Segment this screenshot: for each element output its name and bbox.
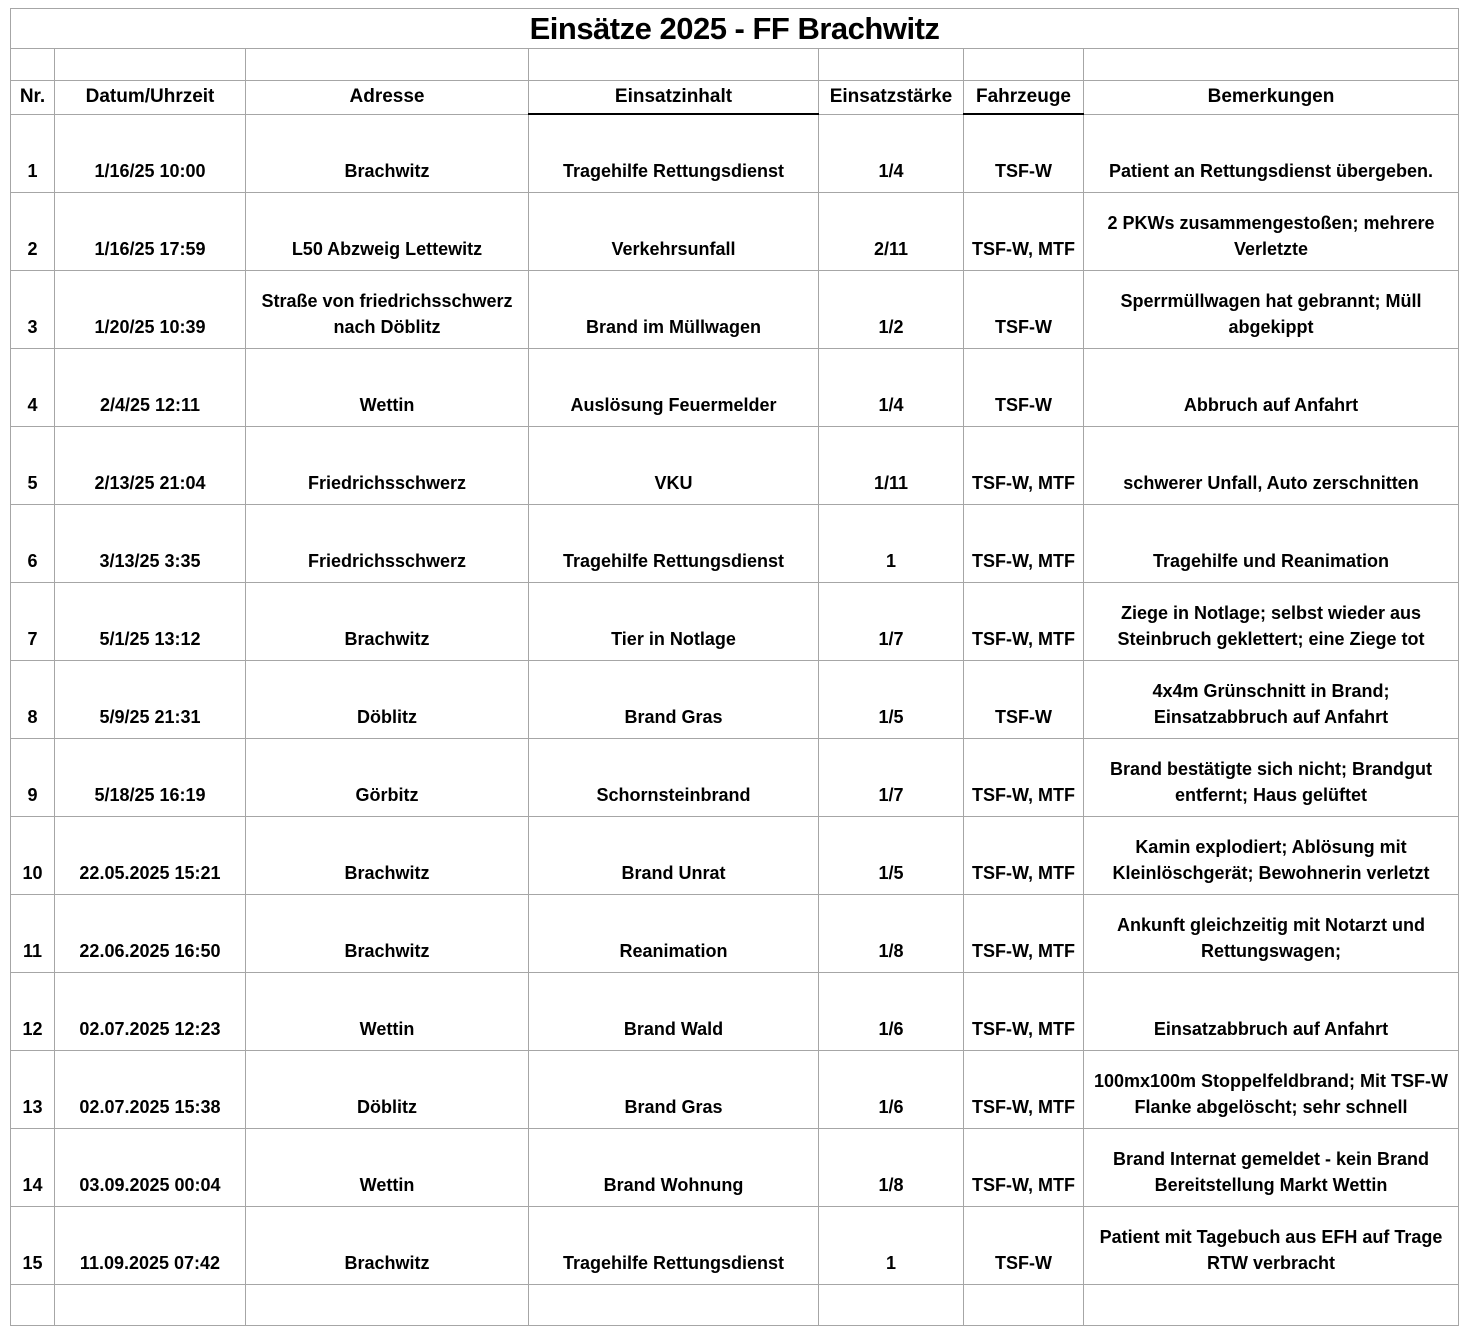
col-header-nr: Nr.: [11, 81, 55, 115]
cell-einsatzstaerke: 1/6: [819, 973, 964, 1051]
cell-adresse: Straße von friedrichsschwerz nach Döblitz: [246, 271, 529, 349]
cell-einsatzstaerke: 1/4: [819, 349, 964, 427]
cell-nr: 1: [11, 114, 55, 193]
col-header-einsatzinhalt: Einsatzinhalt: [529, 81, 819, 115]
table-row: [11, 973, 1459, 1051]
cell-einsatzstaerke: 1/4: [819, 114, 964, 193]
cell-fahrzeuge: TSF-W, MTF: [964, 1129, 1084, 1207]
cell-nr: 13: [11, 1051, 55, 1129]
cell-adresse: Brachwitz: [246, 895, 529, 973]
cell-bemerkung: Ankunft gleichzeitig mit Notarzt und Rettungswagen;: [1084, 895, 1459, 973]
cell-datum: 22.06.2025 16:50: [55, 895, 246, 973]
spacer-row: [11, 49, 1459, 81]
cell-datum: 11.09.2025 07:42: [55, 1207, 246, 1285]
table-row: [11, 1129, 1459, 1207]
cell-einsatzinhalt: Tier in Notlage: [529, 583, 819, 661]
empty-cell: [819, 1285, 964, 1326]
table-row: [11, 1051, 1459, 1129]
cell-einsatzinhalt: Tragehilfe Rettungsdienst: [529, 114, 819, 193]
page-title: Einsätze 2025 - FF Brachwitz: [11, 9, 1459, 49]
header-row: [11, 81, 1459, 115]
empty-cell: [246, 1285, 529, 1326]
cell-einsatzstaerke: 1/2: [819, 271, 964, 349]
cell-einsatzinhalt: Schornsteinbrand: [529, 739, 819, 817]
table-row: [11, 193, 1459, 271]
col-header-bemerkungen: Bemerkungen: [1084, 81, 1459, 115]
cell-einsatzinhalt: Tragehilfe Rettungsdienst: [529, 1207, 819, 1285]
cell-adresse: Brachwitz: [246, 583, 529, 661]
cell-bemerkung: 100mx100m Stoppelfeldbrand; Mit TSF-W Flanke abgelöscht; sehr schnell: [1084, 1051, 1459, 1129]
col-header-einsatzstaerke: Einsatzstärke: [819, 81, 964, 115]
cell-datum: 03.09.2025 00:04: [55, 1129, 246, 1207]
cell-einsatzstaerke: 1/8: [819, 1129, 964, 1207]
table-row: [11, 895, 1459, 973]
cell-bemerkung: Einsatzabbruch auf Anfahrt: [1084, 973, 1459, 1051]
cell-einsatzstaerke: 1: [819, 505, 964, 583]
spreadsheet: [10, 8, 1458, 1326]
cell-einsatzinhalt: Reanimation: [529, 895, 819, 973]
cell-nr: 3: [11, 271, 55, 349]
cell-nr: 9: [11, 739, 55, 817]
empty-cell: [55, 49, 246, 81]
cell-adresse: Döblitz: [246, 1051, 529, 1129]
title-row: [11, 9, 1459, 49]
cell-bemerkung: Sperrmüllwagen hat gebrannt; Müll abgekippt: [1084, 271, 1459, 349]
cell-nr: 12: [11, 973, 55, 1051]
cell-adresse: Döblitz: [246, 661, 529, 739]
empty-cell: [11, 49, 55, 81]
cell-bemerkung: Patient mit Tagebuch aus EFH auf Trage RTW verbracht: [1084, 1207, 1459, 1285]
cell-einsatzinhalt: Verkehrsunfall: [529, 193, 819, 271]
cell-bemerkung: Ziege in Notlage; selbst wieder aus Steinbruch geklettert; eine Ziege tot: [1084, 583, 1459, 661]
cell-fahrzeuge: TSF-W, MTF: [964, 817, 1084, 895]
empty-cell: [55, 1285, 246, 1326]
cell-einsatzinhalt: VKU: [529, 427, 819, 505]
empty-cell: [964, 1285, 1084, 1326]
cell-einsatzstaerke: 1/7: [819, 739, 964, 817]
cell-adresse: Wettin: [246, 973, 529, 1051]
cell-nr: 14: [11, 1129, 55, 1207]
cell-bemerkung: Brand bestätigte sich nicht; Brandgut entfernt; Haus gelüftet: [1084, 739, 1459, 817]
cell-adresse: Brachwitz: [246, 1207, 529, 1285]
cell-fahrzeuge: TSF-W, MTF: [964, 973, 1084, 1051]
cell-nr: 4: [11, 349, 55, 427]
partial-empty-row: [11, 1285, 1459, 1326]
cell-einsatzinhalt: Auslösung Feuermelder: [529, 349, 819, 427]
cell-datum: 1/16/25 17:59: [55, 193, 246, 271]
cell-datum: 02.07.2025 12:23: [55, 973, 246, 1051]
table-row: [11, 427, 1459, 505]
cell-einsatzstaerke: 1/7: [819, 583, 964, 661]
col-header-adresse: Adresse: [246, 81, 529, 115]
cell-fahrzeuge: TSF-W: [964, 1207, 1084, 1285]
cell-fahrzeuge: TSF-W: [964, 271, 1084, 349]
empty-cell: [529, 1285, 819, 1326]
cell-bemerkung: 4x4m Grünschnitt in Brand; Einsatzabbruch auf Anfahrt: [1084, 661, 1459, 739]
table-row: [11, 1207, 1459, 1285]
einsatz-table: [10, 8, 1459, 1326]
cell-adresse: Brachwitz: [246, 114, 529, 193]
cell-einsatzstaerke: 2/11: [819, 193, 964, 271]
empty-cell: [246, 49, 529, 81]
cell-bemerkung: Abbruch auf Anfahrt: [1084, 349, 1459, 427]
table-row: [11, 817, 1459, 895]
cell-einsatzinhalt: Brand Gras: [529, 661, 819, 739]
cell-nr: 15: [11, 1207, 55, 1285]
table-row: [11, 505, 1459, 583]
cell-bemerkung: 2 PKWs zusammengestoßen; mehrere Verletzte: [1084, 193, 1459, 271]
col-header-fahrzeuge: Fahrzeuge: [964, 81, 1084, 115]
empty-cell: [1084, 49, 1459, 81]
cell-adresse: Wettin: [246, 1129, 529, 1207]
cell-datum: 5/18/25 16:19: [55, 739, 246, 817]
cell-fahrzeuge: TSF-W, MTF: [964, 895, 1084, 973]
table-row: [11, 661, 1459, 739]
cell-einsatzstaerke: 1: [819, 1207, 964, 1285]
table-row: [11, 349, 1459, 427]
cell-einsatzstaerke: 1/5: [819, 661, 964, 739]
cell-adresse: Brachwitz: [246, 817, 529, 895]
cell-datum: 2/13/25 21:04: [55, 427, 246, 505]
cell-datum: 02.07.2025 15:38: [55, 1051, 246, 1129]
cell-bemerkung: Brand Internat gemeldet - kein Brand Bereitstellung Markt Wettin: [1084, 1129, 1459, 1207]
cell-bemerkung: Patient an Rettungsdienst übergeben.: [1084, 114, 1459, 193]
cell-nr: 10: [11, 817, 55, 895]
cell-einsatzinhalt: Brand im Müllwagen: [529, 271, 819, 349]
cell-fahrzeuge: TSF-W, MTF: [964, 1051, 1084, 1129]
empty-cell: [819, 49, 964, 81]
cell-einsatzstaerke: 1/11: [819, 427, 964, 505]
cell-fahrzeuge: TSF-W, MTF: [964, 193, 1084, 271]
cell-fahrzeuge: TSF-W, MTF: [964, 739, 1084, 817]
empty-cell: [964, 49, 1084, 81]
cell-adresse: Friedrichsschwerz: [246, 505, 529, 583]
cell-nr: 6: [11, 505, 55, 583]
cell-adresse: Görbitz: [246, 739, 529, 817]
cell-datum: 5/9/25 21:31: [55, 661, 246, 739]
cell-bemerkung: Tragehilfe und Reanimation: [1084, 505, 1459, 583]
table-row: [11, 583, 1459, 661]
empty-cell: [11, 1285, 55, 1326]
cell-einsatzinhalt: Brand Wohnung: [529, 1129, 819, 1207]
cell-fahrzeuge: TSF-W, MTF: [964, 427, 1084, 505]
cell-datum: 1/20/25 10:39: [55, 271, 246, 349]
cell-nr: 2: [11, 193, 55, 271]
cell-einsatzstaerke: 1/5: [819, 817, 964, 895]
cell-nr: 11: [11, 895, 55, 973]
table-row: [11, 114, 1459, 193]
cell-fahrzeuge: TSF-W: [964, 661, 1084, 739]
cell-nr: 5: [11, 427, 55, 505]
cell-fahrzeuge: TSF-W, MTF: [964, 583, 1084, 661]
cell-fahrzeuge: TSF-W, MTF: [964, 505, 1084, 583]
empty-cell: [529, 49, 819, 81]
cell-datum: 5/1/25 13:12: [55, 583, 246, 661]
cell-fahrzeuge: TSF-W: [964, 349, 1084, 427]
cell-nr: 8: [11, 661, 55, 739]
cell-einsatzstaerke: 1/8: [819, 895, 964, 973]
empty-cell: [1084, 1285, 1459, 1326]
cell-datum: 22.05.2025 15:21: [55, 817, 246, 895]
cell-einsatzinhalt: Brand Unrat: [529, 817, 819, 895]
cell-datum: 2/4/25 12:11: [55, 349, 246, 427]
cell-einsatzstaerke: 1/6: [819, 1051, 964, 1129]
cell-einsatzinhalt: Brand Gras: [529, 1051, 819, 1129]
col-header-datum: Datum/Uhrzeit: [55, 81, 246, 115]
cell-einsatzinhalt: Brand Wald: [529, 973, 819, 1051]
table-row: [11, 271, 1459, 349]
cell-einsatzinhalt: Tragehilfe Rettungsdienst: [529, 505, 819, 583]
cell-bemerkung: Kamin explodiert; Ablösung mit Kleinlöschgerät; Bewohnerin verletzt: [1084, 817, 1459, 895]
cell-fahrzeuge: TSF-W: [964, 114, 1084, 193]
cell-adresse: L50 Abzweig Lettewitz: [246, 193, 529, 271]
table-row: [11, 739, 1459, 817]
cell-nr: 7: [11, 583, 55, 661]
cell-datum: 3/13/25 3:35: [55, 505, 246, 583]
cell-adresse: Wettin: [246, 349, 529, 427]
cell-bemerkung: schwerer Unfall, Auto zerschnitten: [1084, 427, 1459, 505]
cell-adresse: Friedrichsschwerz: [246, 427, 529, 505]
cell-datum: 1/16/25 10:00: [55, 114, 246, 193]
